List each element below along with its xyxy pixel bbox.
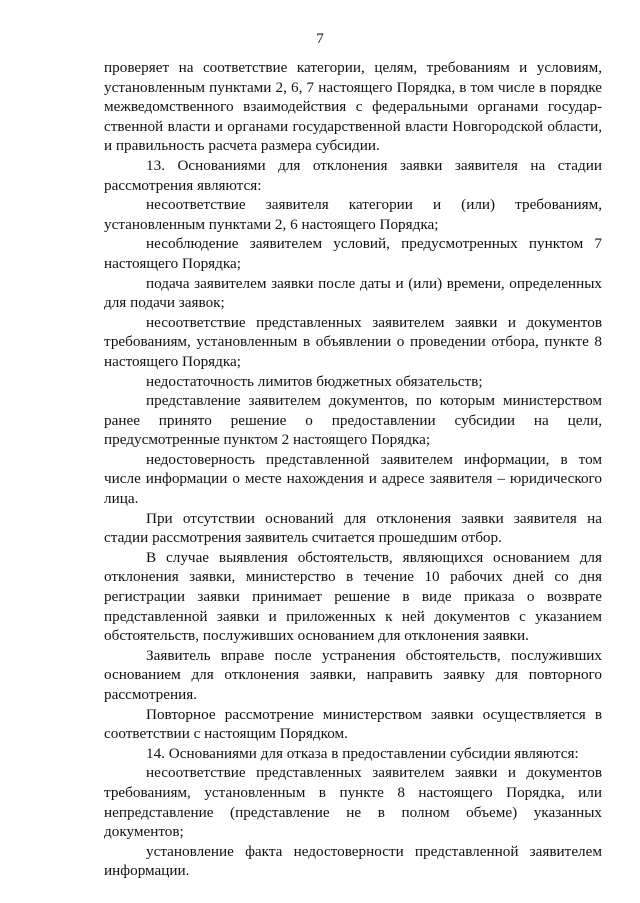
paragraph: несоответствие представленных заявителем заявки и документов требованиям, установленным в объявлении о проведении отбора, пункте 8 настоящего Порядка; — [104, 313, 602, 370]
paragraph: проверяет на соответствие категории, целям, требованиям и условиям, установленным пунктами 2, 6, 7 настоящего Порядка, в том числе в порядке межведомственного взаимодействия с федеральными органами государ-ственной власти и органами государственной власти Новгородской области, и правильность расчета размера субсидии. — [104, 59, 602, 155]
paragraph: При отсутствии оснований для отклонения заявки заявителя на стадии рассмотрения заявитель считается прошедшим отбор. — [104, 509, 602, 547]
paragraph: Повторное рассмотрение министерством заявки осуществляется в соответствии с настоящим Порядком. — [104, 705, 602, 743]
paragraph: 14. Основаниями для отказа в предоставлении субсидии являются: — [146, 744, 579, 762]
paragraph: недостаточность лимитов бюджетных обязательств; — [146, 372, 483, 390]
paragraph: установление факта недостоверности представленной заявителем информации. — [104, 842, 602, 880]
paragraph: несоблюдение заявителем условий, предусмотренных пунктом 7 настоящего Порядка; — [104, 235, 602, 272]
document-body — [104, 58, 602, 881]
paragraph: В случае выявления обстоятельств, являющихся основанием для отклонения заявки, министерство в течение 10 рабочих дней со дня регистрации заявки принимает решение в виде приказа о возврате представленной заявки и приложенных к ней документов с указанием обстоятельств, послуживших основанием для отклонения заявки. — [104, 548, 602, 645]
paragraph: несоответствие представленных заявителем заявки и документов требованиям, установленным в пункте 8 настоящего Порядка, или непредставление (представление не в полном объеме) указанных документов; — [104, 764, 602, 841]
paragraph: 13. Основаниями для отклонения заявки заявителя на стадии рассмотрения являются: — [104, 156, 602, 194]
page-number: 7 — [316, 30, 324, 47]
paragraph: представление заявителем документов, по которым министерством ранее принято решение о предоставлении субсидии на цели, предусмотренные пунктом 2 настоящего Порядка; — [104, 392, 602, 449]
paragraph: недостоверность представленной заявителем информации, в том числе информации о месте нахождения и адресе заявителя – юридического лица. — [104, 450, 602, 508]
paragraph: несоответствие заявителя категории и (или) требованиям, установленным пунктами 2, 6 настоящего Порядка; — [104, 196, 602, 233]
paragraph: Заявитель вправе после устранения обстоятельств, послуживших основанием для отклонения заявки, направить заявку для повторного рассмотрения. — [104, 646, 602, 703]
paragraph: подача заявителем заявки после даты и (или) времени, определенных для подачи заявок; — [104, 274, 602, 312]
